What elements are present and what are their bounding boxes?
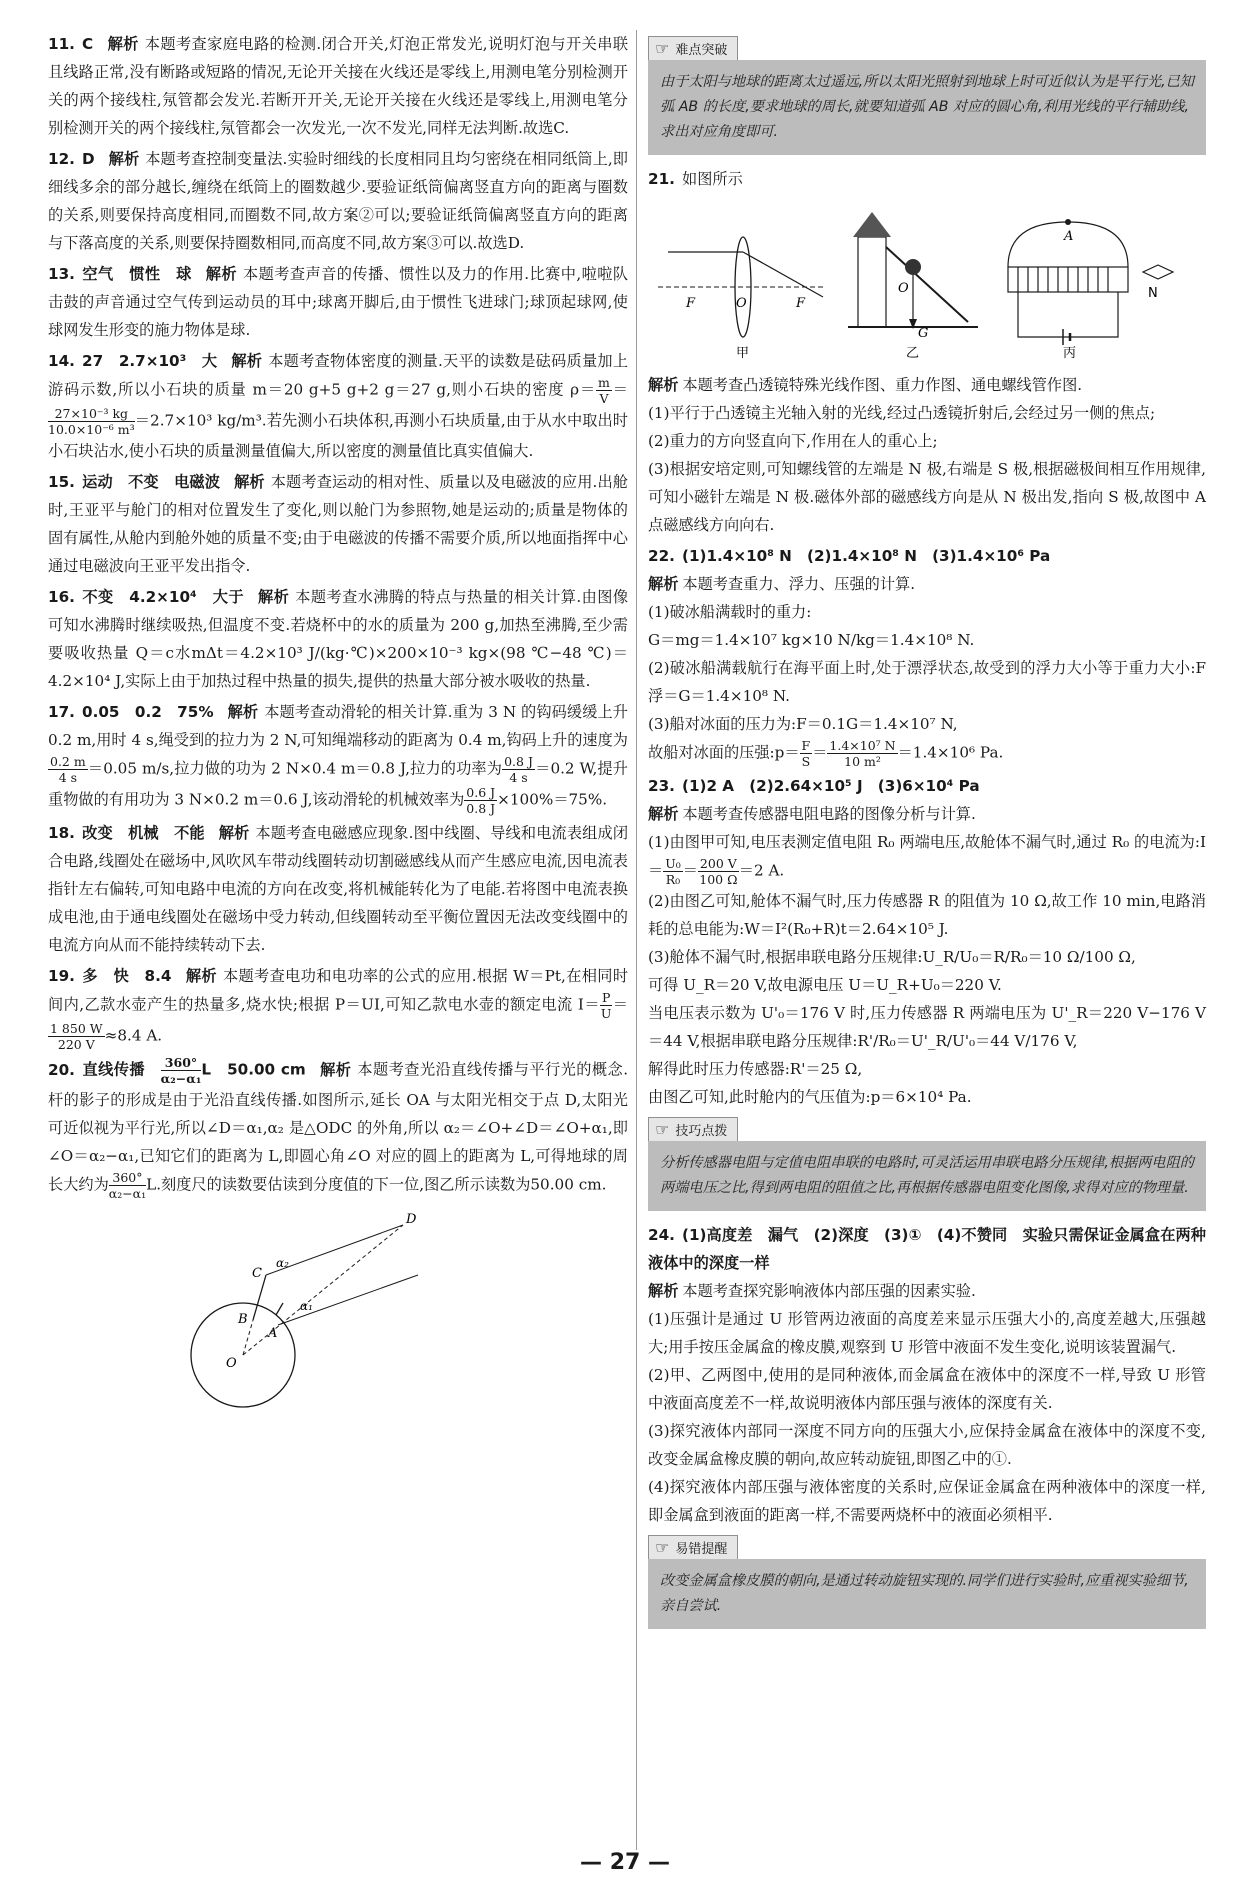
fraction: $\frac{360^\circ}{\text{α₂−α₁}}$ [108, 1170, 147, 1201]
fraction: $\frac{P}{U}$ [600, 990, 612, 1021]
tip-header: ☞ 技巧点拨 [648, 1117, 738, 1141]
caption-bing: 丙 [1063, 346, 1077, 361]
circuit-wire [1018, 292, 1118, 337]
label-O: O [226, 1356, 237, 1371]
solenoid-coil [1018, 267, 1108, 292]
fraction: $\frac{200 V}{100 \Omega}$ [699, 856, 738, 887]
label-O-child: O [898, 281, 909, 296]
caption-jia: 甲 [736, 346, 750, 361]
pointing-hand-icon: ☞ [655, 39, 670, 58]
pole-A [276, 1303, 283, 1315]
label-C: C [252, 1266, 262, 1281]
answer-12: 12. D 解析 本题考查控制变量法.实验时细线的长度相同且均匀密绕在相同纸筒上,即细线多余的部分越长,缠绕在纸筒上的圈数越少.要验证纸筒偏离竖直方向的距离与圈数的关系,则要保持高度相同,而圈数不同,故方案②可以;要验证纸筒偏离竖直方向的距离与下落高度的关系,则要保持圈数相同,而高度不同,故方案③可以.故选D. [48, 150, 628, 252]
answer-23: 23. (1)2 A (2)2.64×10⁵ J (3)6×10⁴ Pa 解析 本题考查传感器电阻电路的图像分析与计算. (1)由图甲可知,电压表测定值电阻 R₀ 两端电压,故舱体不漏气时,通过 R₀ 的电流为:I＝ $\frac{\text{U₀}}{\text{R₀}}$ ＝ $\frac{200 V}{100 \Omega}$ ＝2 A. (2)由图乙可知,舱体不漏气时,压力传感器 R 的阻值为 10 Ω,故工作 10 min,电路消耗的总电能为:W＝I²(R₀+R)t＝2.64×10⁵ J. (3)舱体不漏气时,根据串联电路分压规律:U_R/U₀＝R/R₀＝10 Ω/100 Ω, 可得 U_R＝20 V,故电源电压 U＝U_R+U₀＝220 V. 当电压表示数为 U'₀＝176 V 时,压力传感器 R 两端电压为 U'_R＝220 V−176 V＝44 V,根据串联电路分压规律:R'/R₀＝U'_R/U'₀＝44 V/176 V, 解得此时压力传感器:R'＝25 Ω, 由图乙可知,此时舱内的气压值为:p＝6×10⁴ Pa. [648, 777, 1206, 1106]
right-column [648, 30, 1206, 1639]
column-divider [636, 30, 637, 1850]
answer-11: 11. C 解析 本题考查家庭电路的检测.闭合开关,灯泡正常发光,说明灯泡与开关串联且线路正常,没有断路或短路的情况,无论开关接在火线还是零线上,用测电笔分别检测开关的两个接线柱,氖管都会发光.若断开开关,无论开关接在火线还是零线上,用测电笔分别检测开关的两个接线柱,氖管都会一次发光,一次不发光,同样无法判断.故选C. [48, 35, 629, 137]
slide-tower [858, 237, 886, 327]
tip-header: ☞ 易错提醒 [648, 1535, 738, 1559]
label-F-left: F [686, 296, 696, 311]
child-figure [905, 259, 921, 275]
answer-21-analysis: 解析 本题考查凸透镜特殊光线作图、重力作图、通电螺线管作图. (1)平行于凸透镜主光轴入射的光线,经过凸透镜折射后,会经过另一侧的焦点; (2)重力的方向竖直向下,作用在人的重心上; (3)根据安培定则,可知螺线管的左端是 N 极,右端是 S 极,根据磁极间相互作用规律,可知小磁针左端是 N 极.磁体外部的磁感线方向是从 N 极出发,指向 S 极,故图中 A 点磁感线方向向右. [648, 376, 1206, 534]
label-F-right: F [796, 296, 806, 311]
answer-14: 14. 27 2.7×10³ 大 解析 本题考查物体密度的测量.天平的读数是砝码质量加上游码示数,所以小石块的质量 m＝20 g+5 g+2 g＝27 g,则小石块的密度 ρ＝ $\frac{m}{V}$ ＝ $\frac{\text{27×10⁻³ kg}}{\text{10.0×10⁻⁶ m³}}$ ＝2.7×10³ kg/m³.若先测小石块体积,再测小石块质量,由于从水中取出时小石块沾水,使小石块的质量测量值偏大,所以密度的测量值比真实值偏大. [48, 352, 629, 460]
point-A [1065, 219, 1071, 225]
label-B: B [238, 1312, 248, 1327]
label-D: D [406, 1212, 417, 1227]
answer-21: 21. 如图所示 [648, 170, 743, 188]
tower-roof [853, 212, 891, 237]
fraction: $\frac{1 850 W}{220 V}$ [50, 1021, 103, 1052]
fraction: $\frac{F}{S}$ [801, 738, 811, 769]
answer-15: 15. 运动 不变 电磁波 解析 本题考查运动的相对性、质量以及电磁波的应用.出舱时,王亚平与舱门的相对位置发生了变化,则以舱门为参照物,她是运动的;质量是物体的固有属性,从舱内到舱外她的质量不变;由于电磁波的传播不需要介质,所以地面指挥中心通过电磁波向王亚平发出指令. [48, 473, 629, 575]
tip-difficulty: ☞ 难点突破 由于太阳与地球的距离太过遥远,所以太阳光照射到地球上时可近似认为是平行光,已知弧 AB 的长度,要求地球的周长,就要知道弧 AB 对应的圆心角,利用光线的平行辅助线,求出对应角度即可. [648, 36, 1206, 155]
tip-mistake: ☞ 易错提醒 改变金属盒橡皮膜的朝向,是通过转动旋钮实现的.同学们进行实验时,应重视实验细节,亲自尝试. [648, 1535, 1206, 1629]
extended-radius-OD [243, 1225, 403, 1355]
compass-needle-icon [1143, 265, 1173, 279]
answer-17: 17. 0.05 0.2 75% 解析 本题考查动滑轮的相关计算.重为 3 N 的钩码缓缓上升 0.2 m,用时 4 s,绳受到的拉力为 2 N,可知绳端移动的距离为 0.4 m,钩码上升的速度为 $\frac{0.2 m}{4 s}$ ＝0.05 m/s,拉力做的功为 2 N×0.4 m＝0.8 J,拉力的功率为 $\frac{0.8 J}{4 s}$ ＝0.2 W,提升重物做的有用功为 3 N×0.2 m＝0.6 J,该动滑轮的机械效率为 $\frac{0.6 J}{0.8 J}$ ×100%＝75%. [48, 703, 628, 816]
label-A: A [268, 1326, 278, 1341]
figure-21-diagrams [648, 197, 1188, 367]
answer-13: 13. 空气 惯性 球 解析 本题考查声音的传播、惯性以及力的作用.比赛中,啦啦队击鼓的声音通过空气传到运动员的耳中;球离开脚后,由于惯性飞进球门;球顶起球网,使球网发生形变的施力物体是球. [48, 265, 629, 339]
answer-19: 19. 多 快 8.4 解析 本题考查电功和电功率的公式的应用.根据 W＝Pt,在相同时间内,乙款水壶产生的热量多,烧水快;根据 P＝UI,可知乙款电水壶的额定电流 I＝ $\frac{P}{U}$ ＝ $\frac{1 850 W}{220 V}$ ≈8.4 A. [48, 967, 629, 1052]
answer-20: 20. 直线传播 $\frac{360^\circ}{\text{α₂−α₁}}$ L 50.00 cm 解析 本题考查光沿直线传播与平行光的概念.杆的影子的形成是由于光沿直线传播.如图所示,延长 OA 与太阳光相交于点 D,太阳光可近似视为平行光,所以∠D＝α₁,α₂ 是△ODC 的外角,所以 α₂＝∠O+∠D＝∠O+α₁,即∠O＝α₂−α₁,已知它们的距离为 L,即圆心角∠O 对应的圆上的距离为 L,可得地球的周长大约为 $\frac{360^\circ}{\text{α₂−α₁}}$ L.刻度尺的读数要估读到分度值的下一位,图乙所示读数为50.00 cm. [48, 1055, 629, 1201]
answer-24: 24. (1)高度差 漏气 (2)深度 (3)① (4)不赞同 实验只需保证金属盒在两种液体中的深度一样 解析 本题考查探究影响液体内部压强的因素实验. (1)压强计是通过 U 形管两边液面的高度差来显示压强大小的,高度差越大,压强越大;用手按压金属盒的橡皮膜,观察到 U 形管中液面不发生变化,说明该装置漏气. (2)甲、乙两图中,使用的是同种液体,而金属盒在液体中的深度不一样,导致 U 形管中液面高度差不一样,故说明液体内部压强与液体的深度有关. (3)探究液体内部同一深度不同方向的压强大小,应保持金属盒在液体中的深度不变,改变金属盒橡皮膜的朝向,故应转动旋钮,即图乙中的①. (4)探究液体内部压强与液体密度的关系时,应保证金属盒在两种液体中的深度一样,即金属盒到液面的距离一样,不需要两烧杯中的液面必须相平. [648, 1226, 1206, 1524]
label-A-field: A [1064, 229, 1074, 244]
refracted-ray [743, 252, 823, 297]
fraction: $\frac{0.6 J}{0.8 J}$ [466, 785, 496, 816]
page-number: — 27 — [580, 1850, 670, 1875]
answer-18: 18. 改变 机械 不能 解析 本题考查电磁感应现象.图中线圈、导线和电流表组成闭合电路,线圈处在磁场中,风吹风车带动线圈转动切割磁感线从而产生感应电流,因电流表指针左右偏转,可知电路中电流的方向在改变,将机械能转化为了电能.若将图中电流表换成电池,由于通电线圈处在磁场中受力转动,但线圈转动至平衡位置因无法改变线圈中的电流方向从而不能持续转动下去. [48, 824, 629, 954]
answer-22: 22. (1)1.4×10⁸ N (2)1.4×10⁸ N (3)1.4×10⁶ Pa 解析 本题考查重力、浮力、压强的计算. (1)破冰船满载时的重力: G＝mg＝1.4×10⁷ kg×10 N/kg＝1.4×10⁸ N. (2)破冰船满载航行在海平面上时,处于漂浮状态,故受到的浮力大小等于重力大小:F浮＝G＝1.4×10⁸ N. (3)船对冰面的压力为:F＝0.1G＝1.4×10⁷ N, 故船对冰面的压强:p＝ $\frac{F}{S}$ ＝ $\frac{\text{1.4×10⁷ N}}{\text{10 m²}}$ ＝1.4×10⁶ Pa. [648, 547, 1206, 769]
fraction: $\frac{0.8 J}{4 s}$ [504, 754, 533, 785]
earth-sunlight-diagram [178, 1205, 478, 1415]
label-O-lens: O [736, 296, 747, 311]
pointing-hand-icon: ☞ [655, 1538, 670, 1557]
label-N: N [1148, 286, 1158, 301]
fraction: $\frac{\text{1.4×10⁷ N}}{\text{10 m²}}$ [829, 738, 896, 769]
fraction: $\frac{360^\circ}{\text{α₂−α₁}}$ [160, 1055, 202, 1086]
label-alpha1: α₁ [300, 1299, 313, 1313]
fraction: $\frac{0.2 m}{4 s}$ [50, 754, 86, 785]
fraction: $\frac{m}{V}$ [598, 375, 610, 406]
pole-C-B [253, 1275, 266, 1320]
tip-skill: ☞ 技巧点拨 分析传感器电阻与定值电阻串联的电路时,可灵活运用串联电路分压规律,根据两电阻的两端电压之比,得到两电阻的阻值之比,再根据传感器电阻变化图像,求得对应的物理量. [648, 1117, 1206, 1211]
left-column [48, 30, 628, 1419]
fraction: $\frac{\text{27×10⁻³ kg}}{\text{10.0×10⁻⁶ m³}}$ [48, 406, 135, 437]
label-G: G [918, 326, 929, 341]
pointing-hand-icon: ☞ [655, 1120, 670, 1139]
sun-ray-2 [278, 1275, 418, 1325]
fraction: $\frac{\text{U₀}}{\text{R₀}}$ [665, 856, 681, 887]
label-alpha2: α₂ [276, 1256, 289, 1270]
tip-header: ☞ 难点突破 [648, 36, 738, 60]
caption-yi: 乙 [906, 346, 920, 361]
answer-16: 16. 不变 4.2×10⁴ 大于 解析 本题考查水沸腾的特点与热量的相关计算.由图像可知水沸腾时继续吸热,但温度不变.若烧杯中的水的质量为 200 g,加热至沸腾,至少需要吸收热量 Q＝c水mΔt＝4.2×10³ J/(kg·℃)×200×10⁻³ kg×(98 ℃−48 ℃)＝4.2×10⁴ J,实际上由于加热过程中热量的损失,提供的热量大部分被水吸收的热量. [48, 588, 629, 690]
